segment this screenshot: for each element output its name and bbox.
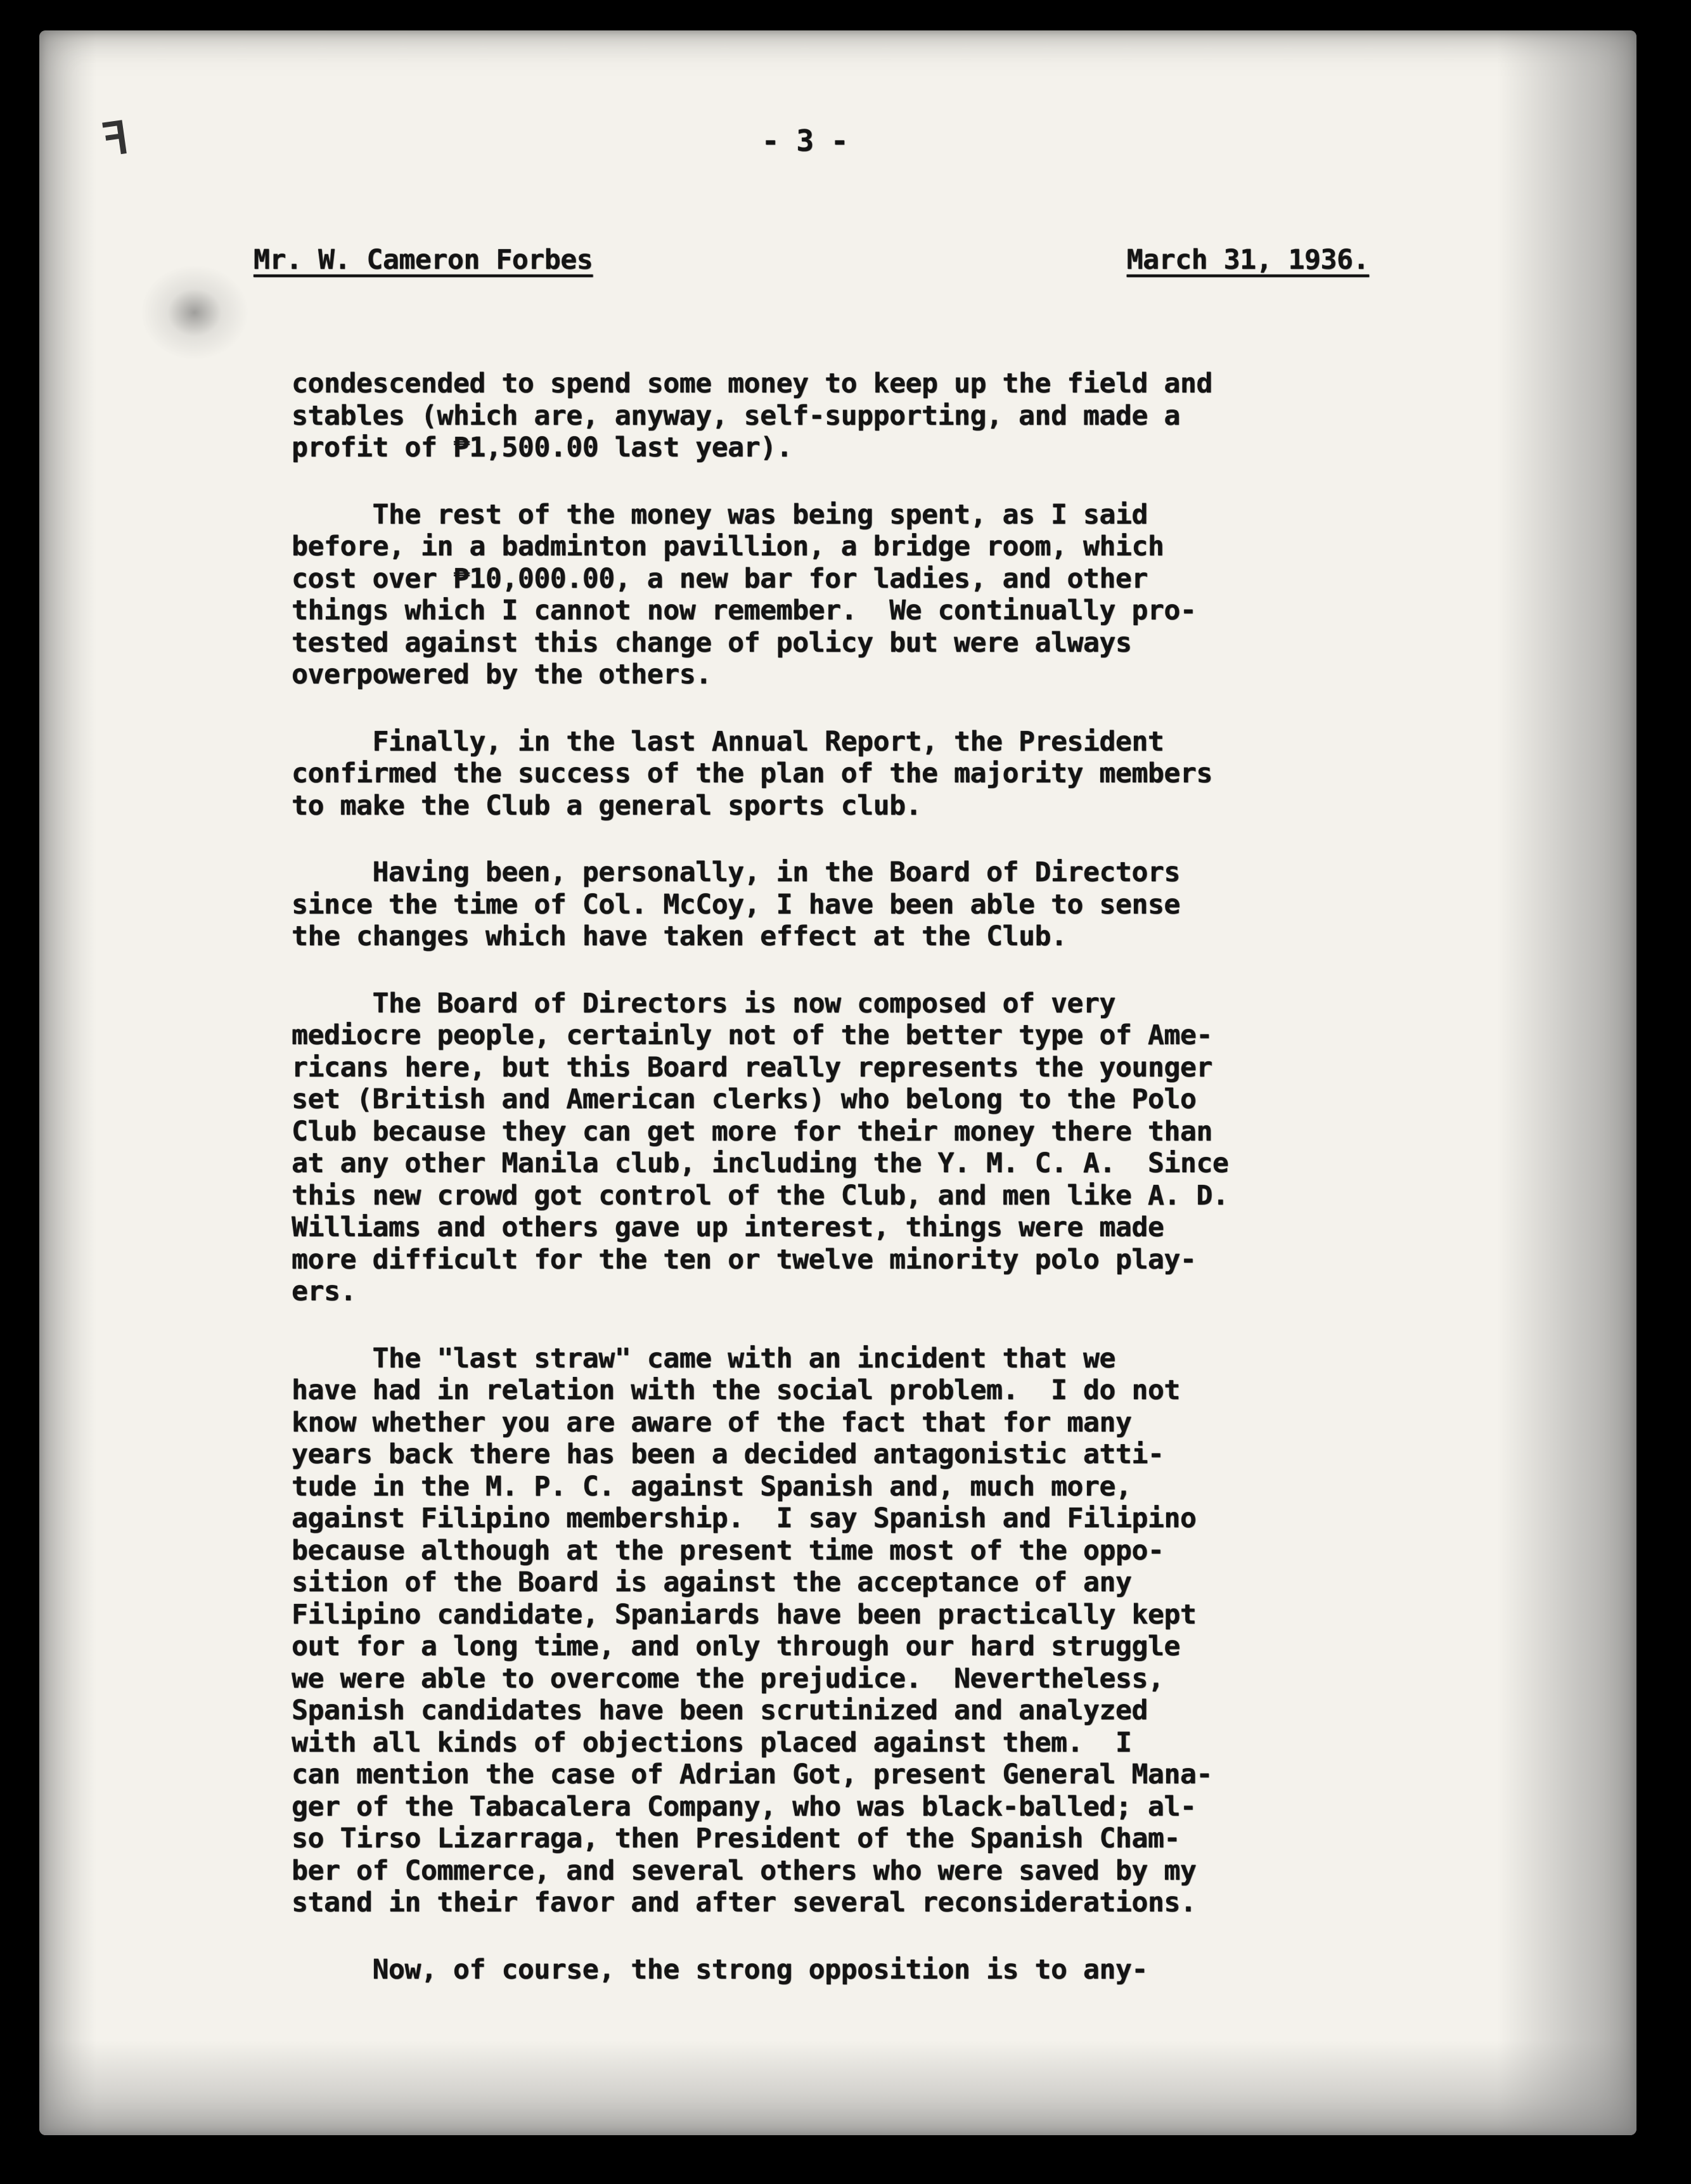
text-line: tested against this change of policy but were always: [292, 626, 1132, 659]
text-line: before, in a badminton pavillion, a bridge room, which: [292, 531, 1164, 562]
text-line: Now, of course, the strong opposition is to any-: [292, 1953, 1148, 1986]
page-number: - 3 -: [761, 124, 849, 158]
text-line: The rest of the money was being spent, as I said: [292, 498, 1148, 531]
text-line: out for a long time, and only through our hard struggle: [292, 1631, 1180, 1662]
text-line: mediocre people, certainly not of the better type of Ame-: [292, 1019, 1212, 1051]
text-line: confirmed the success of the plan of the majority members: [292, 758, 1212, 789]
text-line: with all kinds of objections placed against them. I: [292, 1726, 1132, 1759]
paragraph: [292, 368, 1420, 464]
text-line: set (British and American clerks) who belong to the Polo: [292, 1083, 1197, 1115]
paragraph: [292, 856, 1420, 953]
text-line: things which I cannot now remember. We continually pro-: [292, 595, 1197, 626]
corner-pen-mark: ꟻ: [99, 111, 132, 167]
text-line: The "last straw" came with an incident that we: [292, 1342, 1116, 1374]
text-line: profit of ₱1,500.00 last year).: [292, 432, 793, 463]
text-line: Finally, in the last Annual Report, the President: [292, 725, 1164, 758]
text-line: ger of the Tabacalera Company, who was black-balled; al-: [292, 1790, 1197, 1823]
text-line: this new crowd got control of the Club, and men like A. D.: [292, 1179, 1229, 1212]
letter-body: [292, 368, 1420, 2020]
text-line: Spanish candidates have been scrutinized and analyzed: [292, 1695, 1148, 1726]
text-line: at any other Manila club, including the Y. M. C. A. Since: [292, 1147, 1229, 1179]
text-line: Having been, personally, in the Board of Directors: [292, 856, 1180, 888]
text-line: Filipino candidate, Spaniards have been practically kept: [292, 1598, 1197, 1631]
scan-shadow-left: [39, 30, 96, 2135]
text-line: cost over ₱10,000.00, a new bar for ladies, and other: [292, 562, 1148, 595]
text-line: to make the Club a general sports club.: [292, 789, 922, 822]
text-line: overpowered by the others.: [292, 659, 712, 690]
paragraph: [292, 1954, 1420, 1986]
text-line: condescended to spend some money to keep up the field and: [292, 368, 1212, 399]
text-line: sition of the Board is against the acceptance of any: [292, 1567, 1132, 1598]
text-line: have had in relation with the social problem. I do not: [292, 1374, 1180, 1406]
text-line: can mention the case of Adrian Got, present General Mana-: [292, 1759, 1212, 1790]
text-line: ricans here, but this Board really represents the younger: [292, 1051, 1212, 1083]
text-line: we were able to overcome the prejudice. Nevertheless,: [292, 1662, 1164, 1695]
text-line: against Filipino membership. I say Spanish and Filipino: [292, 1502, 1197, 1534]
text-line: Williams and others gave up interest, things were made: [292, 1212, 1164, 1243]
text-line: ber of Commerce, and several others who were saved by my: [292, 1854, 1197, 1887]
text-line: so Tirso Lizarraga, then President of the Spanish Cham-: [292, 1823, 1180, 1854]
text-line: Club because they can get more for their money there than: [292, 1115, 1212, 1147]
text-line: since the time of Col. McCoy, I have been able to sense: [292, 888, 1180, 921]
text-line: know whether you are aware of the fact that for many: [292, 1406, 1132, 1438]
scan-shadow-bottom: [39, 2040, 1636, 2135]
text-line: because although at the present time most of the oppo-: [292, 1534, 1164, 1567]
text-line: The Board of Directors is now composed of very: [292, 987, 1116, 1019]
scan-shadow-right: [1497, 30, 1636, 2135]
letter-header: [254, 244, 1369, 276]
text-line: ers.: [292, 1276, 356, 1307]
text-line: the changes which have taken effect at the Club.: [292, 921, 1067, 952]
paragraph: [292, 1343, 1420, 1919]
paragraph: [292, 499, 1420, 691]
text-line: tude in the M. P. C. against Spanish and, much more,: [292, 1470, 1132, 1502]
text-line: stand in their favor and after several reconsiderations.: [292, 1887, 1197, 1918]
text-line: stables (which are, anyway, self-supporting, and made a: [292, 399, 1180, 432]
ink-smudge: [141, 265, 248, 360]
text-line: more difficult for the ten or twelve minority polo play-: [292, 1243, 1197, 1276]
letter-date: March 31, 1936.: [1126, 244, 1369, 276]
paragraph: [292, 988, 1420, 1308]
recipient-name: Mr. W. Cameron Forbes: [254, 244, 593, 276]
paragraph: [292, 726, 1420, 822]
text-line: years back there has been a decided antagonistic atti-: [292, 1438, 1164, 1470]
